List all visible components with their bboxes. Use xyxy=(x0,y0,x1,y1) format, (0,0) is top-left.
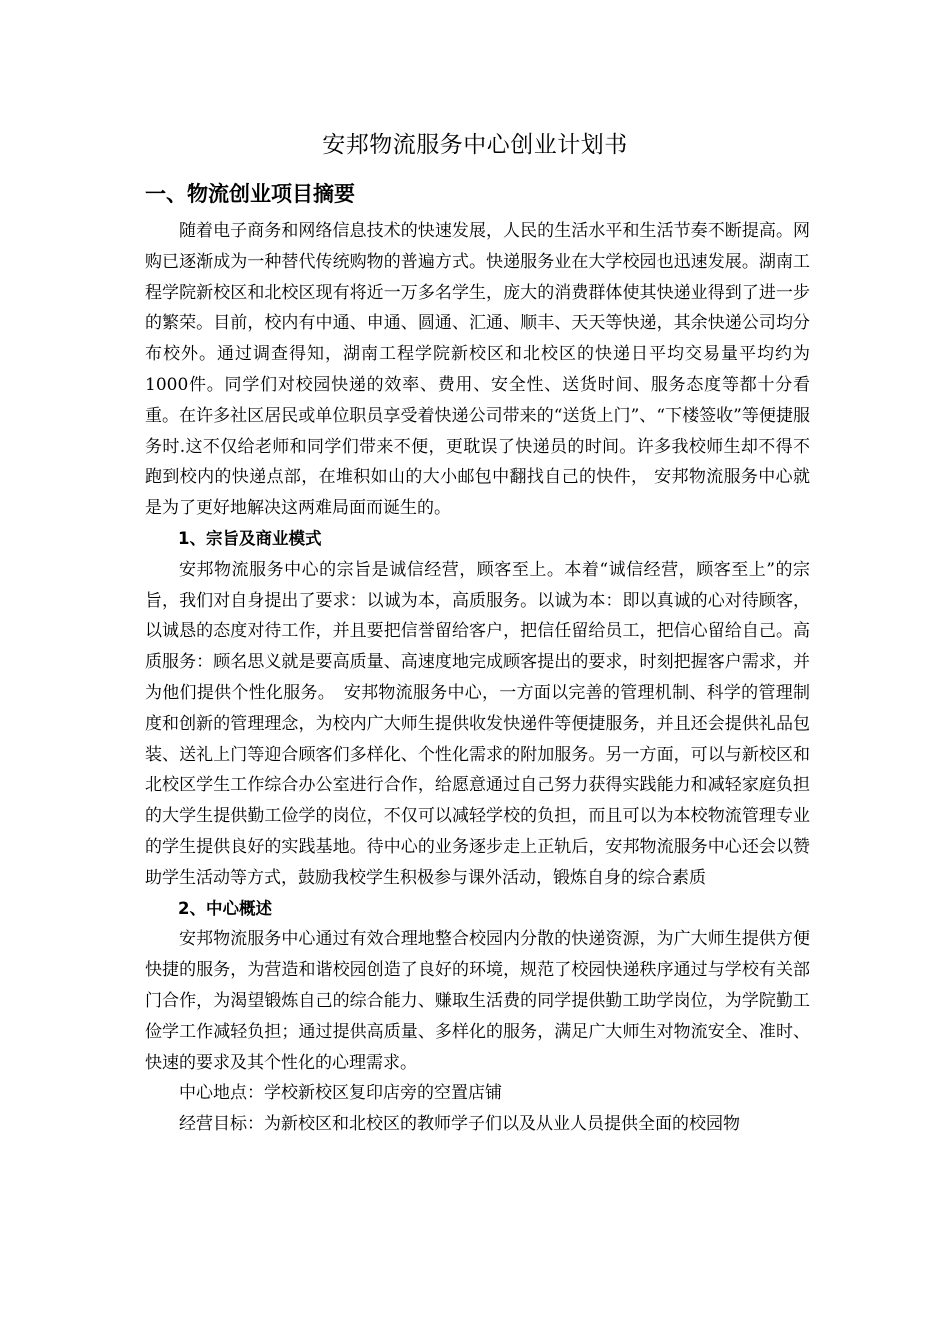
section-heading: 一、物流创业项目摘要 xyxy=(145,182,355,206)
location-line: 中心地点：学校新校区复印店旁的空置店铺 xyxy=(179,1083,502,1104)
mission-paragraph: 安邦物流服务中心的宗旨是诚信经营，顾客至上。本着“诚信经营，顾客至上”的宗旨，我们对自身提出了要求：以诚为本，高质服务。以诚为本：即以真诚的心对待顾客，以诚恳的态度对待工作，并且要把信誉留给客户，把信任留给员工，把信心留给自己。高质服务：顾名思义就是要高质量、高速度地完成顾客提出的要求，时刻把握客户需求，并为他们提供个性化服务。 安邦物流服务中心，一方面以完善的管理机制、科学的管理制度和创新的管理理念，为校内广大师生提供收发快递件等便捷服务，并且还会提供礼品包装、送礼上门等迎合顾客们多样化、个性化需求的附加服务。另一方面，可以与新校区和北校区学生工作综合办公室进行合作，给愿意通过自己努力获得实践能力和减轻家庭负担的大学生提供勤工俭学的岗位，不仅可以减轻学校的负担，而且可以为本校物流管理专业的学生提供良好的实践基地。待中心的业务逐步走上正轨后，安邦物流服务中心还会以赞助学生活动等方式，鼓励我校学生积极参与课外活动，锻炼自身的综合素质 xyxy=(145,559,810,888)
document-title: 安邦物流服务中心创业计划书 xyxy=(322,132,628,158)
subsection-heading-overview: 2、中心概述 xyxy=(178,898,272,918)
intro-paragraph: 随着电子商务和网络信息技术的快速发展，人民的生活水平和生活节奏不断提高。网购已逐渐成为一种替代传统购物的普遍方式。快递服务业在大学校园也迅速发展。湖南工程学院新校区和北校区现有将近一万多名学生，庞大的消费群体使其快递业得到了进一步的繁荣。目前，校内有中通、申通、圆通、汇通、顺丰、天天等快递，其余快递公司均分布校外。通过调查得知，湖南工程学院新校区和北校区的快递日平均交易量平均约为1000件。同学们对校园快递的效率、费用、安全性、送货时间、服务态度等都十分看重。在许多社区居民或单位职员享受着快递公司带来的“送货上门”、“下楼签收”等便捷服务时.这不仅给老师和同学们带来不便，更耽误了快递员的时间。许多我校师生却不得不跑到校内的快递点部，在堆积如山的大小邮包中翻找自己的快件， 安邦物流服务中心就是为了更好地解决这两难局面而诞生的。 xyxy=(145,221,810,519)
document-body xyxy=(145,216,810,1140)
subsection-heading-mission: 1、宗旨及商业模式 xyxy=(178,528,322,548)
overview-paragraph: 安邦物流服务中心通过有效合理地整合校园内分散的快递资源，为广大师生提供方便快捷的服务，为营造和谐校园创造了良好的环境，规范了校园快递秩序通过与学校有关部门合作，为渴望锻炼自己的综合能力、赚取生活费的同学提供勤工助学岗位，为学院勤工俭学工作减轻负担；通过提供高质量、多样化的服务，满足广大师生对物流安全、准时、快速的要求及其个性化的心理需求。 xyxy=(145,929,810,1073)
goal-line: 经营目标：为新校区和北校区的教师学子们以及从业人员提供全面的校园物 xyxy=(179,1114,740,1135)
